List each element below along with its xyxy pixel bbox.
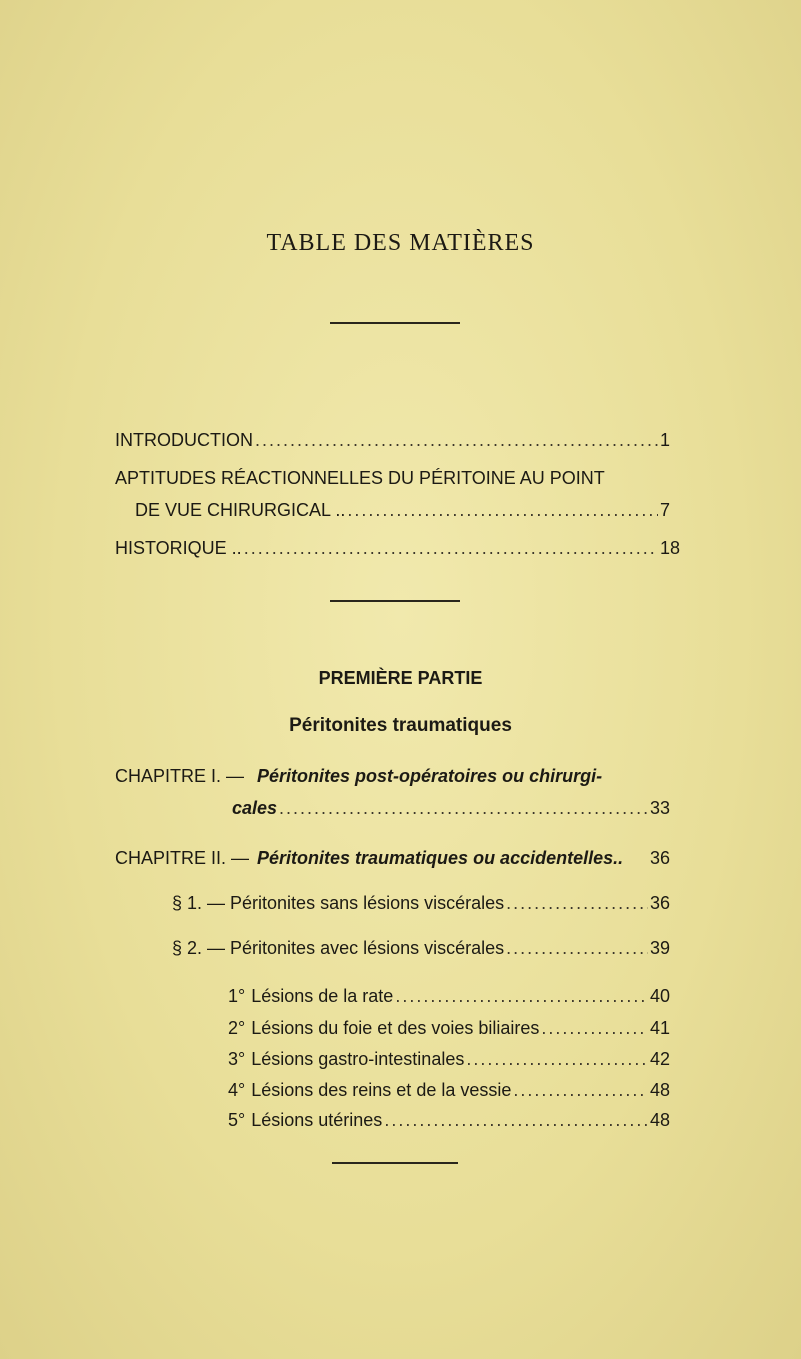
section-1-entry [172,893,670,914]
item-number: 1° [228,986,246,1006]
chapter-title: Péritonites traumatiques ou accidentelles.. [257,848,624,868]
entry-page: 33 [649,798,670,818]
entry-label: cales [232,798,278,818]
leader-dots [506,938,648,959]
entry-label: § 2. — Péritonites avec lésions viscérales [172,938,505,958]
chapter-prefix: CHAPITRE II. — [115,848,250,868]
leader-dots [255,430,658,451]
entry-label: Lésions utérines [251,1110,383,1130]
leader-dots [347,500,658,521]
entry-page: 48 [649,1110,670,1130]
title-rule [330,322,460,324]
item-entry [228,1049,670,1070]
item-entry [228,1110,670,1131]
toc-entry-aptitudes [135,500,670,521]
leader-dots [395,986,648,1007]
item-entry [228,1080,670,1101]
leader-dots [506,893,648,914]
leader-dots [244,538,658,559]
toc-entry-historique [115,538,680,559]
entry-label: Lésions du foie et des voies biliaires [251,1018,540,1038]
toc-entry-introduction [115,430,670,451]
entry-page: 7 [659,500,670,520]
leader-dots [541,1018,648,1039]
chapter-1-line1 [115,766,602,787]
entry-label: Lésions gastro-intestinales [251,1049,465,1069]
entry-page: 36 [649,893,670,913]
item-entry [228,1018,670,1039]
part-subheading: Péritonites traumatiques [289,715,512,736]
part-heading: PREMIÈRE PARTIE [318,668,483,688]
entry-page: 36 [649,848,670,868]
item-number: 4° [228,1080,246,1100]
item-number: 3° [228,1049,246,1069]
section-2-entry [172,938,670,959]
end-rule [332,1162,458,1164]
entry-label: INTRODUCTION [115,430,253,450]
chapter-2-entry [115,848,670,869]
entry-page: 40 [649,986,670,1006]
leader-dots [384,1110,648,1131]
entry-page: 1 [659,430,670,450]
entry-page: 41 [649,1018,670,1038]
chapter-title: Péritonites post-opératoires ou chirurgi- [257,766,603,786]
entry-label: Lésions de la rate [251,986,394,1006]
leader-dots [513,1080,648,1101]
item-entry [228,986,670,1007]
page-title: TABLE DES MATIÈRES [266,230,535,256]
chapter-prefix: CHAPITRE I. — [115,766,245,786]
entry-page: 42 [649,1049,670,1069]
entry-label: Lésions des reins et de la vessie [251,1080,512,1100]
chapter-1-entry [232,798,670,819]
entry-label: HISTORIQUE .. [115,538,242,558]
entry-label: § 1. — Péritonites sans lésions viscérales [172,893,505,913]
entry-label: DE VUE CHIRURGICAL .. [135,500,346,520]
leader-dots [279,798,648,819]
entry-page: 48 [649,1080,670,1100]
item-number: 2° [228,1018,246,1038]
item-number: 5° [228,1110,246,1130]
toc-entry-aptitudes-line1: APTITUDES RÉACTIONNELLES DU PÉRITOINE AU POINT [115,468,605,488]
entry-page: 39 [649,938,670,958]
leader-dots [466,1049,648,1070]
entry-page: 18 [659,538,680,558]
part-rule [330,600,460,602]
